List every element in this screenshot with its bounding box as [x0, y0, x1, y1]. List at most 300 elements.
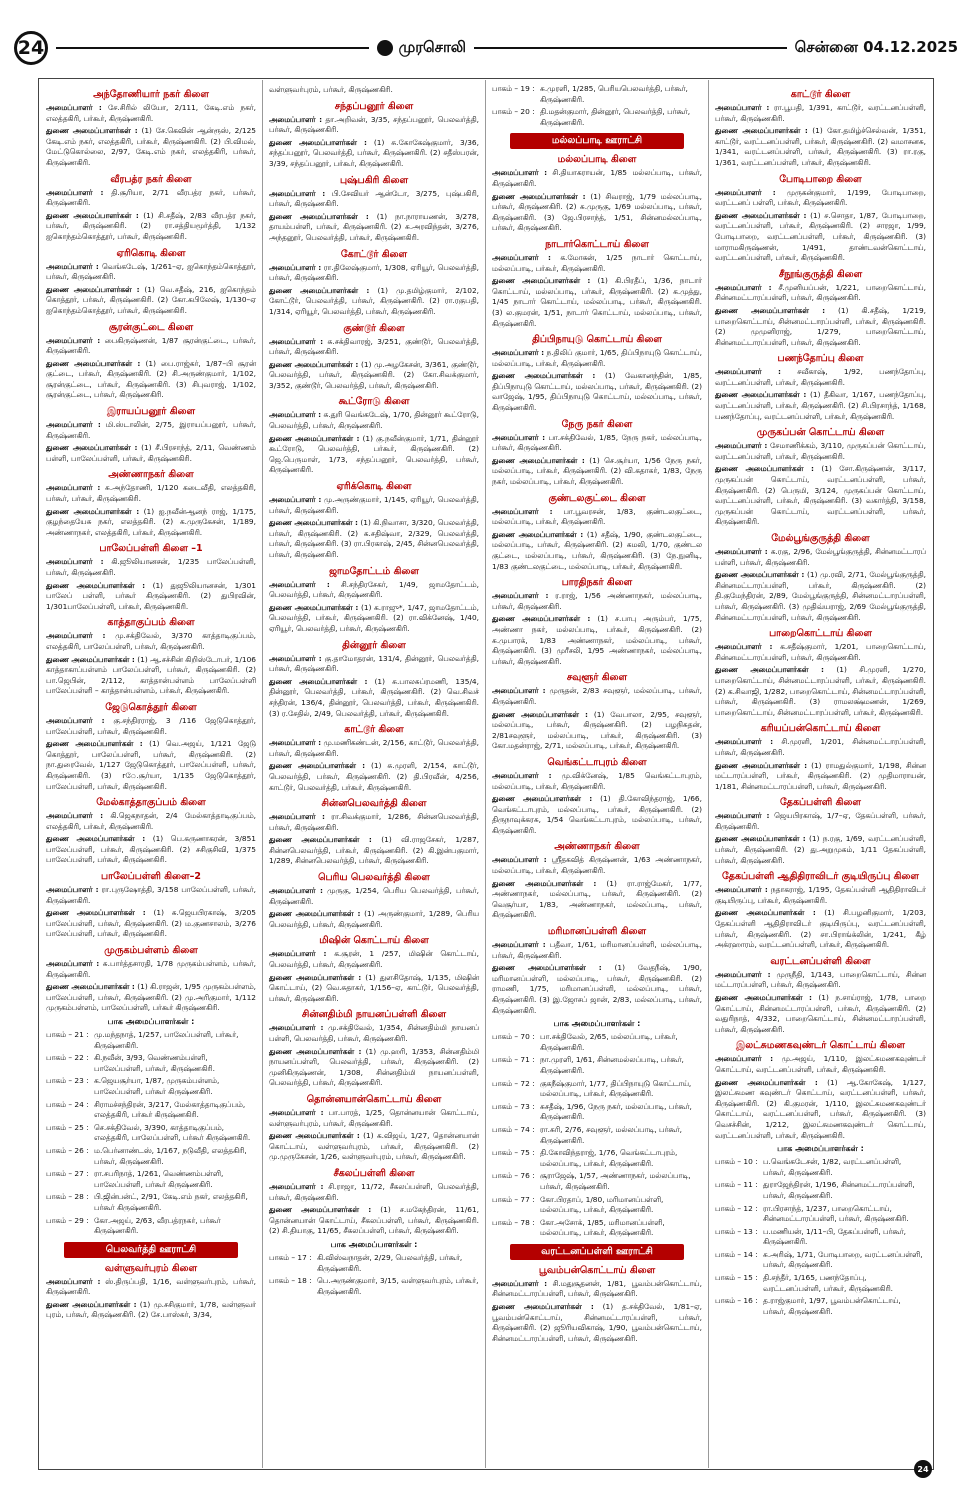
role-label: துணை அமைப்பாளர்கள் :: [46, 358, 141, 368]
branch-heading: நாடார்கொட்டாய் கிளை: [545, 238, 649, 250]
booth-row: [46, 1053, 256, 1074]
branch-heading: திப்பிநாயுடு கொட்டாய் கிளை: [532, 334, 662, 346]
entry-line: [269, 738, 479, 759]
entry-text: சி.மதுசூதனன், 1/81, பூவம்பன்கொட்டாய், சின்னமட்டாரப்பள்ளி, பர்கூர், கிருஷ்ணகிரி.: [492, 1278, 702, 1299]
entry-line: [46, 655, 256, 697]
page-number-badge: 24: [14, 31, 48, 65]
entry-text: கு.தாமோதரன், 131/4, தின்னூர், பெலவர்த்தி, பர்கூர், கிருஷ்ணகிரி.: [269, 653, 480, 674]
entry-line: [715, 188, 926, 209]
booth-number: பாகம் – 13 :: [715, 1226, 758, 1236]
branch-heading: சூரன்குட்டை கிளை: [108, 321, 194, 333]
booth-row: [492, 1195, 702, 1216]
role-label: அமைப்பாளர் :: [46, 959, 100, 969]
entry-line: [46, 716, 256, 737]
branch-heading: சீநூங்குருத்தி கிளை: [778, 268, 863, 280]
entry-line: [269, 1205, 479, 1237]
role-label: துணை அமைப்பாளர்கள் :: [492, 963, 602, 973]
booth-number: பாகம் – 28 :: [46, 1192, 89, 1202]
role-label: அமைப்பாளர் :: [715, 103, 770, 112]
booth-number: பாகம் – 22 :: [46, 1053, 89, 1063]
branch-heading: பாலேப்பள்ளி கிளை –1: [99, 543, 203, 555]
booth-number: பாகம் – 10 :: [715, 1157, 758, 1167]
branch-heading: கூட்ரோடு கிளை: [338, 396, 410, 408]
booth-row: [492, 1079, 702, 1100]
role-label: துணை அமைப்பாளர்கள் :: [269, 1205, 372, 1215]
entry-line: [269, 580, 479, 601]
booth-organiser: மு.மந்தநாத், 1/257, பாலேப்பள்ளி, பர்கூர், கிருஷ்ணகிரி.: [94, 1030, 239, 1050]
booth-organiser: சுசதீஷ், 1/96, நேரு நகர், மல்லப்பாடி, பர்கூர், கிருஷ்ணகிரி.: [540, 1101, 692, 1122]
role-label: அமைப்பாளர் :: [46, 811, 104, 821]
role-label: அமைப்பாளர் :: [269, 188, 326, 198]
booth-organiser: பி.ஜின்பன்ட், 2/91, கேடி.எம் நகர், எலத்தகிரி, பர்கூர் கிருஷ்ணகிரி.: [94, 1192, 248, 1212]
booth-row: [492, 1125, 702, 1146]
entry-line: [492, 771, 702, 792]
panchayat-banner: வரட்டனப்பள்ளி ஊராட்சி: [510, 1244, 684, 1260]
entry-text: சு.சக்திவாரஜ், 3/251, குண்டூர், பெலவர்த்தி, பர்கூர், கிருஷ்ணகிரி.: [269, 336, 479, 357]
entry-line: [269, 949, 479, 970]
entry-line: [715, 547, 926, 568]
branch-heading: சவுளூர் கிளை: [566, 672, 628, 684]
role-label: அமைப்பாளர் :: [715, 885, 768, 895]
entry-line: [492, 371, 702, 413]
booth-organiser: நா.முரளி, 1/61, சின்னமல்லப்பாடி, பர்கூர், கிருஷ்ணகிரி.: [540, 1055, 684, 1075]
entry-line: [492, 963, 702, 1016]
booth-row: [492, 84, 702, 105]
entry-text: சி.முரளி, 1/201, சின்னமட்டாரப்பள்ளி, பர்கூர், கிருஷ்ணகிரி.: [715, 737, 926, 757]
entry-line: [269, 263, 479, 284]
brand-name: முரசொலி: [398, 38, 467, 56]
entry-line: [492, 686, 702, 707]
entry-text: மு.விக்னேஷ், 1/85 வெங்கட்டாபுரம், மல்லப்பாடி, பர்கூர், கிருஷ்ணகிரி.: [492, 770, 702, 791]
role-label: அமைப்பாளர் :: [46, 715, 105, 725]
entry-text: (1) சி.பழனிகுமார், 1/203, தேகப்பள்ளி ஆதிதிராவிடர் குடியிருப்பு, வரட்டனப்பள்ளி, பர்கூர், கிருஷ்ணகிரி. (2) சா.பிராங்க்லின், 1/241, கீழ் அக்ரஹாரம், வரட்டனப்பள்ளி, பர்கூர், கிருஷ்ணகிரி.: [715, 908, 926, 950]
entry-line: [715, 103, 926, 124]
booth-number: பாகம் – 70 :: [492, 1032, 535, 1042]
entry-text: பைகிருஷ்ணன், 1/87 சூரன்குட்டை, பர்கூர், கிருஷ்ணகிரி.: [46, 335, 256, 356]
role-label: துணை அமைப்பாளர்கள் :: [269, 518, 358, 528]
entry-text: (1) சு.பாலசுப்ரமணி, 135/4, தின்னூர், பெலவர்த்தி, பர்கூர், கிருஷ்ணகிரி. (2) வெ.சிவச் சந்திரன், 136/4, தின்னூர், பெலவர்த்தி, பர்கூர், கிருஷ்ணகிரி. (3) ர.சேதில், 2/49, பெலவர்த்தி, பர்கூர், கிருஷ்ணகிரி.: [269, 676, 479, 718]
role-label: துணை அமைப்பாளர்கள் :: [492, 455, 585, 465]
entry-line: [46, 285, 256, 317]
role-label: துணை அமைப்பாளர்கள் :: [492, 191, 586, 201]
role-label: துணை அமைப்பாளர்கள் :: [46, 580, 146, 590]
entry-line: [715, 970, 926, 991]
entry-text: சேமாணிக்கம், 3/110, முருகப்பன் கொட்டாய், வரட்டனப்பள்ளி, பர்கூர், கிருஷ்ணகிரி.: [715, 441, 926, 461]
entry-text: (1) ச.மகேந்திரன், 11/61, தொன்னயான் கொட்டாய், சீகலப்பள்ளி, பர்கூர், கிருஷ்ணகிரி. (2) சி.தியாகு, 11/65, சீகலப்பள்ளி, பர்கூர், கிருஷ்ணகிரி.: [269, 1205, 479, 1236]
booth-organiser: சிராமச்சந்திரன், 3/217, மேல்காத்தாடிகுப்பம், எலத்தகிரி, பர்கூர் கிருஷ்ணகிரி.: [94, 1099, 246, 1120]
entry-line: [492, 530, 702, 572]
role-label: அமைப்பாளர் :: [46, 335, 101, 345]
booth-organisers-heading: பாக அமைப்பாளர்கள் :: [330, 1239, 418, 1249]
entry-text: ந.திலிப் குமார், 1/65, திப்பிநாயுடு கொட்டாய், மல்லப்பாடி, பர்கூர், கிருஷ்ணகிரி.: [492, 348, 702, 368]
booth-row: [492, 1032, 702, 1053]
column-4: [709, 80, 932, 1468]
entry-text: முருதன், 2/83 சவுளூர், மல்லப்பாடி, பர்கூர், கிருஷ்ணகிரி.: [492, 686, 702, 706]
branch-heading: மேல்பூங்குருத்தி கிளை: [771, 533, 870, 544]
entry-text: (1) சோ.கிருஷ்ணன், 3/117, முருகப்பன் கொட்டாய், வரட்டனப்பள்ளி, பர்கூர், கிருஷ்ணகிரி. (2) பெருமி, 3/124, முருகப்பன் கொட்டாய், வரட்டனப்பள்ளி, பர்கூர், கிருஷ்ணகிரி. (3) வகார்த்தி, 3/158, முருகப்பன் கொட்டாய், வரட்டனப்பள்ளி, பர்கூர், கிருஷ்ணகிரி.: [715, 464, 926, 527]
branch-heading: காத்தாகுப்பம் கிளை: [107, 617, 195, 629]
entry-line: [46, 959, 256, 980]
branch-heading: மேல்காத்தாகுப்பம் கிளை: [96, 797, 206, 809]
booth-number: பாகம் – 77 :: [492, 1194, 535, 1204]
booth-organiser: சு.அரிஷ், 1/71, போடிபாறை, வரட்டனப்பள்ளி, பர்கூர், கிருஷ்ணகிரி.: [763, 1249, 923, 1270]
booth-organiser: சூராஜேஷ், 1/57, அண்ணாநகர், மல்லப்பாடி, பர்கூர், கிருஷ்ணகிரி.: [540, 1171, 691, 1191]
entry-text: க.சதீஷ்குமார், 1/201, பாறைகொட்டாய், சின்னமட்டாரப்பள்ளி, பர்கூர், கிருஷ்ணகிரி.: [715, 642, 926, 662]
entry-text: (1) ச.சொதா, 1/87, போடிபாறை, வரட்டனப்பள்ளி, பர்கூர், கிருஷ்ணகிரி. (2) சாரஜா, 1/99, போடிபாறை, வரட்டனப்பள்ளி, பர்கூர், கிருஷ்ணகிரி. (3) மாராமகிருஷ்ணன், 1/491, தாண்டவன்கொட்டாய், வரட்டனப்பள்ளி, பர்கூர், கிருஷ்ணகிரி.: [715, 210, 926, 263]
role-label: துணை அமைப்பாளர்கள் :: [46, 210, 139, 220]
role-label: அமைப்பாளர் :: [46, 261, 99, 271]
entry-text: (1) கி.நிவாசா, 3/320, பெலவர்த்தி, பர்கூர், கிருஷ்ணகிரி. (2) க.சதிஷ்வா, 2/329, பெலவர்த்தி, பர்கூர், கிருஷ்ணகிரி. (3) ரா.பிரகாஷ், 2/45, சின்னபெலவர்த்தி, பர்கூர், கிருஷ்ணகிரி.: [269, 518, 479, 559]
role-label: அமைப்பாளர் :: [715, 282, 772, 292]
entry-text: (1) பை.ராஜ்கர், 1/87–பி சூரன் குட்டை, பர்கூர், கிருஷ்ணகிரி. (2) சி.அருண்குமார், 1/102, சூரன்குட்டை, பர்கூர், கிருஷ்ணகிரி. (3) சிபுவராஜ், 1/102, சூரன்குட்டை, பர்கூர், கிருஷ்ணகிரி.: [46, 358, 256, 400]
role-label: அமைப்பாளர் :: [46, 187, 104, 197]
role-label: அமைப்பாளர் :: [715, 811, 770, 821]
entry-line: [715, 367, 926, 388]
branch-heading: பெரிய பெலவர்த்தி கிளை: [318, 872, 430, 884]
booth-row: [46, 1030, 256, 1051]
role-label: அமைப்பாளர் :: [715, 969, 771, 979]
entry-text: ரா.புருஷோத்தி, 3/158 பாலேப்பள்ளி, பர்கூர், கிருஷ்ணகிரி.: [46, 885, 256, 905]
entry-line: [492, 614, 702, 667]
entry-line: [46, 126, 256, 168]
booth-number: பாகம் – 78 :: [492, 1217, 535, 1227]
booth-organiser: சு.முரளி, 1/285, பெரியபெலவர்த்தி, பர்கூர், கிருஷ்ணகிரி.: [540, 84, 688, 104]
role-label: அமைப்பாளர் :: [492, 591, 549, 601]
branch-heading: ஏரிகொடி கிளை: [116, 247, 186, 259]
branch-heading: ஜேடுகொத்தூர் கிளை: [105, 701, 197, 713]
entry-line: [269, 1023, 479, 1044]
role-label: அமைப்பாளர் :: [46, 483, 101, 493]
role-label: துணை அமைப்பாளர்கள் :: [269, 909, 361, 919]
role-label: துணை அமைப்பாளர்கள் :: [269, 835, 372, 845]
entry-line: [715, 283, 926, 304]
entry-line: [269, 495, 479, 516]
entry-text: சு.அந்தோணி, 1/120 கடைவீதி, எலத்தகிரி, பர்கூர், பர்கூர், கிருஷ்ணகிரி.: [46, 483, 256, 504]
entry-text: க.மோகன், 1/25 நாடார் கொட்டாய், மல்லப்பாடி, பர்கூர், கிருஷ்ணகிரி.: [492, 252, 702, 273]
entry-text: தா.அறிவன், 3/35, சந்தப்பனூர், பெலவர்த்தி, பர்கூர், கிருஷ்ணகிரி.: [269, 114, 479, 135]
booth-number: பாகம் – 14 :: [715, 1249, 758, 1259]
role-label: அமைப்பாளர் :: [46, 420, 101, 430]
entry-text: ஸ்ரீதகவித் கிருஷ்ணன், 1/63 அண்ணாநகர், மல்லப்பாடி, பர்கூர், கிருஷ்ணகிரி.: [492, 855, 702, 876]
role-label: அமைப்பாளர் :: [492, 348, 545, 358]
entry-text: (1) வெ.அஜய், 1/121 ஜேடு கொத்தூர், பாலேப்பள்ளி, பர்கூர், கிருஷ்ணகிரி. (2) நா.துரைவேல், 1/127 ஜேடுகொத்தூர், பாலேப்பள்ளி, பர்கூர், கிருஷ்ணகிரி. (3) rே.சூர்யா, 1/135 ஜேடுகொத்தூர், பாலேப்பள்ளி, பர்கூர், கிருஷ்ணகிரி.: [46, 739, 256, 791]
entry-line: [492, 276, 702, 329]
role-label: அமைப்பாளர் :: [269, 949, 327, 959]
entry-text: (1) வேதநீஷ், 1/90, மரிமானப்பள்ளி, மல்லப்பாடி, பர்கூர், கிருஷ்ணகிரி. (2) ராமணி, 1/75, மரிமானப்பள்ளி, மல்லப்பாடி, பர்கூர், கிருஷ்ணகிரி. (3) இ.ஜோசப் ஜான், 2/83, மல்லப்பாடி, பர்கூர், கிருஷ்ணகிரி.: [492, 963, 702, 1015]
entry-text: மு.சக்திவேல், 3/370 காத்தாடிகுப்பம், எலத்தகிரி, பாலேப்பள்ளி, பர்கூர், கிருஷ்ணகிரி.: [46, 631, 257, 651]
branch-heading: பாறைகொட்டாய் கிளை: [769, 628, 872, 640]
entry-text: பா.பாரத், 1/25, தொன்னயான் கொட்டாய், வள்ளுவர்புரம், பர்கூர், கிருஷ்ணகிரி.: [269, 1107, 479, 1128]
role-label: அமைப்பாளர் :: [46, 1276, 101, 1286]
entry-line: [715, 811, 926, 832]
entry-text: (1) ஆ.சச்சின் கிறிஸ்டோபர், 1/106 காத்தாகாப்பள்ளம் பாலேப்பள்ளி, பர்கூர், கிருஷ்ணகிரி. (2) பா.ஜெபின், 2/112, காத்தான்பள்ளம் பாலேப்பள்ளி பாலேப்பள்ளி – காத்தான்பள்ளம், பர்கூர், கிருஷ்ணகிரி.: [46, 654, 256, 696]
entry-text: (1) ராமதுல்குமார், 1/198, சின்ன மட்டாரப்பள்ளி, பர்கூர், கிருஷ்ணகிரி. (2) முதிமாராயன், 1/181, சின்னமட்டாரப்பள்ளி, பர்கூர், கிருஷ்ணகிரி.: [715, 760, 926, 791]
masthead-rule: [474, 47, 787, 49]
role-label: துணை அமைப்பாளர்கள் :: [269, 285, 370, 295]
role-label: அமைப்பாளர் :: [269, 495, 322, 505]
entry-text: கு.சந்திரராஜ், 3 /116 ஜேடுகொத்தூர், பாலேப்பள்ளி, பர்கூர், கிருஷ்ணகிரி.: [46, 715, 256, 736]
entry-text: கி.ஜூலியானசன், 1/235 பாலேப்பள்ளி, பர்கூர், கிருஷ்ணகிரி.: [46, 557, 256, 577]
entry-text: (1) சி.சதீஷ், 2/83 வீரபத்ர நகர், பர்கூர், கிருஷ்ணகிரி. (2) ரா.சத்தியமூர்த்தி, 1/132 ஐகொந்தம்கொத்தூர், பர்கூர், கிருஷ்ணகிரி.: [46, 210, 256, 241]
entry-text: (1) தீகிவா, 1/167, பணந்தோப்பு, வரட்டனப்பள்ளி, பர்கூர், கிருஷ்ணகிரி. (2) சி.பிரசாந்த், 1/168, பணந்தோப்பு, வரட்டனப்பள்ளி, பர்கூர், கிருஷ்ணகிரி.: [715, 390, 926, 421]
entry-line: [715, 908, 926, 950]
booth-organiser: தி.மதன்குமார், தின்னூர், பெலவர்த்தி, பர்கூர், கிருஷ்ணகிரி.: [540, 107, 691, 127]
role-label: துணை அமைப்பாளர்கள் :: [46, 739, 143, 749]
entry-line: [46, 359, 256, 401]
entry-text: நதாகராஜ், 1/195, தேகப்பள்ளி ஆதிதிராவிடர் குடியிருப்பு, பர்கூர், கிருஷ்ணகிரி.: [715, 885, 926, 905]
branch-heading: பாலேப்பள்ளி கிளை–2: [101, 871, 201, 883]
booth-number: பாகம் – 26 :: [46, 1145, 89, 1155]
booth-number: பாகம் – 17 :: [269, 1252, 312, 1262]
role-label: துணை அமைப்பாளர்கள் :: [46, 834, 146, 844]
entry-line: [269, 886, 479, 907]
booth-organiser: துராஜேந்திரன், 1/196, சின்னமட்டாரப்பள்ளி, பர்கூர், கிருஷ்ணகிரி.: [763, 1180, 915, 1200]
role-label: துணை அமைப்பாளர்கள் :: [269, 1046, 362, 1056]
branch-heading: பணந்தோப்பு கிளை: [777, 353, 864, 365]
entry-line: [492, 192, 702, 234]
entry-text: முருகு, 1/254, பெரிய பெலவர்த்தி, பர்கூர், கிருஷ்ணகிரி.: [269, 886, 479, 906]
masthead-rule: [56, 47, 369, 49]
entry-text: (1) ச.பாபு அரும்பர், 1/75, அண்ணா நகர், மல்லப்பாடி, பர்கூர், கிருஷ்ணகிரி. (2) சு.முபாரக், 1/83 அண்ணாநகர், மல்லப்பாடி, பர்கூர், கிருஷ்ணகிரி. (3) முரீசலி, 1/95 அண்ணாநகர், மல்லப்பாடி, பர்கூர், கிருஷ்ணகிரி.: [492, 614, 702, 666]
role-label: துணை அமைப்பாளர்கள் :: [492, 794, 593, 804]
entry-line: [715, 390, 926, 422]
entry-line: [492, 940, 702, 961]
entry-text: (1) ஆ.கோகேஷ், 1/127, இலட்சுமண கவுண்டர் கொட்டாய், வரட்டனப்பள்ளி, பர்கூர், கிருஷ்ணகிரி. (2) கி.குமரன், 1/110, இலட்சுமணகவுண்டர் கொட்டாய், வரட்டனப்பள்ளி, பர்கூர், கிருஷ்ணகிரி. (3) வெசச்சின், 1/212, இலட்சுமணகவுண்டர் கொட்டாய், வரட்டனப்பள்ளி, பர்கூர், கிருஷ்ணகிரி.: [715, 1077, 926, 1140]
booth-row: [46, 1076, 256, 1097]
booth-number: பாகம் – 20 :: [492, 107, 535, 117]
role-label: துணை அமைப்பாளர்கள் :: [46, 506, 140, 516]
entry-line: [492, 433, 702, 454]
entry-text: (1) சு.கோகேஷ்குமார், 3/36, சந்தப்பனூர், பெலவர்த்தி, பர்கூர், கிருஷ்ணகிரி. (2) சதீஸ்பரன், 3/39, சந்தப்பனூர், பர்கூர், கிருஷ்ணகிரி.: [269, 137, 479, 168]
entry-line: [492, 253, 702, 274]
branch-heading: சந்தப்பனூர் கிளை: [334, 100, 414, 112]
entry-line: [715, 1054, 926, 1075]
role-label: அமைப்பாளர் :: [492, 686, 546, 696]
entry-text: (1) சதீஷ், 1/90, குண்டலகுட்டை, மல்லப்பாடி, பர்கூர், கிருஷ்ணகிரி. (2) கமலி, 1/70, குண்டல குட்டை, மல்லப்பாடி, பர்கூர், கிருஷ்ணகிரி. (3) நே.நுனிடி, 1/83 குண்டலகுட்டை, மல்லப்பாடி, பர்கூர், கிருஷ்ணகிரி.: [492, 529, 702, 571]
entry-text: சு.துரி வெங்கடேஷ், 1/70, தின்னூர் கூட்ரோடு, பெலவர்த்தி, பர்கூர், கிருஷ்ணகிரி.: [269, 410, 479, 431]
role-label: துணை அமைப்பாளர்கள் :: [715, 993, 812, 1002]
entry-text: (1) மு.சசிகுமார், 1/78, வள்ளுவர் புரம், பர்கூர், கிருஷ்ணகிரி. (2) சே.பாஸ்கர், 3/34,: [46, 1299, 256, 1320]
entry-text: (1) கி.ராஜன், 1/95 முருகம்பள்ளம், பாலேப்பள்ளி, பர்கூர், கிருஷ்ணகிரி. (2) மு.அரிகுமார், 1/112 முருகம்பள்ளம், பாலேப்பள்ளி, பர்கூர் கிருஷ்ணகிரி.: [46, 982, 256, 1013]
entry-text: மு.சக்திவேல், 1/354, சின்னதிம்மி நாயனப் பள்ளி, பெலவர்த்தி, பர்கூர், கிருஷ்ணகிரி.: [269, 1023, 480, 1043]
entry-line: [46, 581, 256, 613]
role-label: அமைப்பாளர் :: [492, 432, 546, 442]
branch-heading: போடிபாறை கிளை: [779, 173, 862, 185]
booth-row: [715, 1250, 926, 1271]
branch-heading: சின்னபெலவர்த்தி கிளை: [321, 798, 427, 810]
booth-organiser: பா.சக்திவேல், 2/65, மல்லப்பாடி, பர்கூர், கிருஷ்ணகிரி.: [540, 1032, 678, 1052]
entry-line: [269, 761, 479, 793]
booth-number: பாகம் – 76 :: [492, 1171, 535, 1181]
entry-line: [715, 885, 926, 906]
booth-organiser: க.ஜெயசூர்யா, 1/87, முருகம்பள்ளம், பாலேப்பள்ளி, பர்கூர் கிருஷ்ணகிரி.: [94, 1076, 220, 1096]
branch-heading: கரியப்பன்கொட்டாய் கிளை: [760, 723, 881, 735]
booth-row: [492, 1055, 702, 1076]
role-label: துணை அமைப்பாளர்கள் :: [46, 284, 140, 294]
entry-text: (1) மு.தமிழ்குமார், 2/102, கோட்டூர், பெலவர்த்தி, பர்கூர், கிருஷ்ணகிரி. (2) ரா.ரகுபதி, 1/314, ஏரியூர், பெலவர்த்தி, பர்கூர், கிருஷ்ணகிரி.: [269, 285, 479, 316]
entry-text: (1) துஜூலியானசன், 1/301 பாலேப் பள்ளி, பர்கூர் கிருஷ்ணகிரி. (2) துபிரவின், 1/301பாலேப்பள்ளி, பர்கூர், கிருஷ்ணகிரி.: [46, 580, 256, 611]
booth-row: [492, 107, 702, 128]
role-label: துணை அமைப்பாளர்கள் :: [46, 982, 135, 992]
booth-row: [46, 1100, 256, 1121]
booth-organiser: ப.வெங்கடேசன், 1/82, வரட்டனப்பள்ளி, பர்கூர், கிருஷ்ணகிரி.: [763, 1157, 902, 1177]
booth-row: [492, 1171, 702, 1192]
entry-text: (1) வி.ராஜசேகர், 1/287, சின்னபெலவர்த்தி, பர்கூர், கிருஷ்ணகிரி. (2) கி.இன்பகுமார், 1/289, சின்னபெலவர்த்தி, பர்கூர், கிருஷ்ணகிரி.: [269, 835, 479, 866]
booth-number: பாகம் – 15 :: [715, 1273, 758, 1283]
entry-text: (1) கி.சதீஷ், 1/219, பாறைகொட்டாய், சின்னமட்டாரப்பள்ளி, பர்கூர், கிருஷ்ணகிரி. (2) முமுனிராஜ், 1/279, பாறைகொட்டாய், சின்னமட்டாரப்பள்ளி, பர்கூர், கிருஷ்ணகிரி.: [715, 305, 926, 347]
booth-organiser: ம.பெர்னாண்டஸ், 1/167, நடுவீதி, எலத்தகிரி, பர்கூர், கிருஷ்ணகிரி.: [94, 1145, 247, 1166]
branch-heading: அந்தோணியார் நகர் கிளை: [93, 89, 209, 100]
entry-line: [715, 737, 926, 758]
entry-line: [492, 1279, 702, 1300]
role-label: அமைப்பாளர் :: [269, 1107, 324, 1117]
booth-row: [715, 1296, 926, 1317]
booth-number: பாகம் – 75 :: [492, 1148, 535, 1158]
booth-organiser: தி.சந்தீர், 1/165, பணந்தோப்பு, வரட்டனப்பள்ளி, பர்கூர், கிருஷ்ணகிரி.: [763, 1273, 893, 1293]
role-label: துணை அமைப்பாளர்கள் :: [715, 464, 814, 474]
brand: [377, 38, 467, 58]
branch-heading: மிஷின் கொட்டாய் கிளை: [319, 935, 429, 947]
entry-line: [269, 812, 479, 833]
booth-number: பாகம் – 12 :: [715, 1203, 758, 1213]
entry-text: (1) சீ.பிரசாந்த், 2/11, வெண்ணம் பள்ளி, பாலேப்பள்ளி, பர்கூர், கிருஷ்ணகிரி.: [46, 443, 256, 463]
role-label: அமைப்பாளர் :: [269, 1023, 324, 1033]
entry-line: [46, 557, 256, 578]
booth-organiser: ரா.பிரசாந்த், 1/237, பாறைகொட்டாய், சின்னமட்டாரப்பள்ளி, பர்கூர், கிருஷ்ணகிரி.: [763, 1203, 909, 1224]
content-columns: [40, 80, 932, 1468]
entry-text: க.சூரன், 1 /257, மிஷின் கொட்டாய், பெலவர்த்தி, பர்கூர், கிருஷ்ணகிரி.: [269, 949, 479, 970]
branch-heading: புஷ்பகிரி கிளை: [339, 174, 409, 186]
entry-line: [269, 677, 479, 719]
booth-organiser: கோ.அசோக், 1/85, மரிமானப்பள்ளி, மல்லப்பாடி, பர்கூர், கிருஷ்ணகிரி.: [540, 1217, 665, 1238]
booth-organiser: கோ.பிரதாப், 1/80, மரிமானப்பள்ளி, மல்லப்பாடி, பர்கூர், கிருஷ்ணகிரி.: [540, 1194, 664, 1215]
role-label: அமைப்பாளர் :: [269, 886, 323, 896]
branch-heading: ஏரிக்கொடி கிளை: [336, 481, 412, 493]
branch-heading: காட்டூர் கிளை: [344, 724, 404, 736]
booth-row: [715, 1180, 926, 1201]
entry-line: [46, 834, 256, 866]
booth-number: பாகம் – 21 :: [46, 1030, 89, 1039]
entry-line: [46, 982, 256, 1014]
role-label: அமைப்பாளர் :: [492, 168, 548, 178]
entry-line: [269, 1131, 479, 1163]
branch-heading: முருகம்பள்ளம் கிளை: [104, 945, 198, 957]
entry-line: [46, 739, 256, 792]
entry-line: [715, 993, 926, 1035]
entry-line: [269, 654, 479, 675]
city-date: சென்னை 04.12.2025: [794, 38, 959, 56]
role-label: துணை அமைப்பாளர்கள் :: [715, 665, 824, 675]
entry-line: [492, 1302, 702, 1344]
role-label: துணை அமைப்பாளர்கள் :: [715, 1077, 818, 1087]
entry-text: (1) ந.சாய்ராஜ், 1/78, பாறை கொட்டாய், சின்னமட்டாரப்பள்ளி, பர்கூர், கிருஷ்ணகிரி. (2) வதுரிநாத், 4/332, பாறைகொட்டாய், சின்னமட்டாரப்பள்ளி, பர்கூர், கிருஷ்ணகிரி.: [715, 993, 927, 1034]
entry-text: ரா.பூபதி, 1/391, காட்டூர், வரட்டனப்பள்ளி, பர்கூர், கிருஷ்ணகிரி.: [715, 103, 926, 123]
entry-line: [46, 483, 256, 504]
entry-text: வெங்கடேஷ், 1/261–ஏ, ஐகொந்தம்கொத்தூர், பர்கூர், கிருஷ்ணகிரி.: [46, 261, 256, 282]
entry-line: [269, 518, 479, 560]
role-label: துணை அமைப்பாளர்கள் :: [46, 1299, 137, 1309]
entry-line: [715, 570, 926, 623]
entry-text: (1) ந.ரகு, 1/69, வரட்டனப்பள்ளி, பர்கூர், கிருஷ்ணகிரி. (2) து.அறுமுகம், 1/11 தேகப்பள்ளி, பர்கூர், கிருஷ்ணகிரி.: [715, 834, 926, 865]
branch-heading: ஜாமதோட்டம் கிளை: [329, 565, 419, 577]
entry-text: (1) வெ.சதீஷ், 216, ஐகொந்தம் கொத்தூர், பர்கூர், கிருஷ்ணகிரி. (2) கோ.கபிலேஷ், 1/130–ஏ ஐகொந்தம்கொத்தூர், பர்கூர், கிருஷ்ணகிரி.: [46, 284, 257, 315]
role-label: அமைப்பாளர் :: [492, 855, 547, 865]
booth-number: பாகம் – 29 :: [46, 1215, 89, 1225]
role-label: அமைப்பாளர் :: [492, 252, 552, 262]
booth-organisers-heading: பாக அமைப்பாளர்கள் :: [553, 1019, 641, 1029]
branch-heading: இலட்சுமணகவுண்டர் கொட்டாய் கிளை: [735, 1040, 906, 1052]
role-label: அமைப்பாளர் :: [715, 1054, 774, 1064]
entry-line: [46, 908, 256, 940]
entry-line: [269, 973, 479, 1005]
entry-text: (1) நா.நாராயணன், 3/278, தாயம்பள்ளி, பர்கூர், கிருஷ்ணகிரி. (2) சு.அரவிந்தன், 3/276, அந்தனூர், பெலவர்த்தி, பர்கூர், கிருஷ்ணகிரி.: [269, 211, 479, 242]
role-label: துணை அமைப்பாளர்கள் :: [269, 761, 366, 771]
entry-line: [46, 1277, 256, 1298]
branch-heading: கோட்டூர் கிளை: [340, 248, 408, 260]
branch-heading: பூவம்பன்கொட்டாய் கிளை: [538, 1264, 656, 1276]
entry-line: [269, 1182, 479, 1203]
entry-line: [715, 306, 926, 348]
booth-row: [269, 1253, 479, 1274]
role-label: துணை அமைப்பாளர்கள் :: [715, 390, 807, 400]
role-label: அமைப்பாளர் :: [715, 441, 768, 451]
branch-heading: தேகப்பள்ளி ஆதிதிராவிடர் குடியிருப்பு கிளை: [722, 871, 919, 883]
role-label: அமைப்பாளர் :: [715, 367, 781, 377]
role-label: அமைப்பாளர் :: [715, 737, 774, 747]
entry-line: [46, 507, 256, 539]
role-label: துணை அமைப்பாளர்கள் :: [715, 126, 808, 136]
column-1: [40, 80, 263, 1468]
booth-number: பாகம் – 72 :: [492, 1078, 535, 1088]
booth-row: [492, 1218, 702, 1239]
masthead: [14, 30, 958, 66]
entry-text: (1) கு.நவீன்குமார், 1/71, தின்னூர் கூட்ரோடு, பெலவர்த்தி, பர்கூர், கிருஷ்ணகிரி. (2) ஜெ.பெருமாள், 1/73, சந்தப்பனூர், பெலவர்த்தி, பர்கூர், கிருஷ்ணகிரி.: [269, 433, 479, 475]
booth-row: [46, 1216, 256, 1237]
booth-organiser: த.ராஜ்குமார், 1/97, பூவம்பன்கொட்டாய், பர்கூர், கிருஷ்ணகிரி.: [763, 1296, 901, 1316]
role-label: அமைப்பாளர் :: [715, 187, 776, 197]
branch-heading: குண்டலகுட்டை கிளை: [548, 492, 646, 504]
role-label: துணை அமைப்பாளர்கள் :: [715, 570, 805, 580]
entry-line: [46, 103, 256, 124]
role-label: துணை அமைப்பாளர்கள் :: [492, 709, 588, 719]
entry-line: [715, 1078, 926, 1142]
role-label: துணை அமைப்பாளர்கள் :: [492, 878, 597, 888]
role-label: துணை அமைப்பாளர்கள் :: [269, 359, 359, 369]
entry-line: [46, 420, 256, 441]
role-label: துணை அமைப்பாளர்கள் :: [46, 443, 138, 453]
booth-number: பாகம் – 19 :: [492, 84, 535, 93]
entry-line: [46, 336, 256, 357]
entry-text: (1) கோ.தமிழ்ச்செல்வன், 1/351, காட்டூர், வரட்டனப்பள்ளி, பர்கூர், கிருஷ்ணகிரி. (2) வமாசனசு, 1/341, வரட்டனப்பள்ளி, பர்கூர், கிருஷ்ணகிரி. (3) ரா.ரகு, 1/361, வரட்டனப்பள்ளி, பர்கூர், கிருஷ்ணகிரி.: [715, 126, 926, 167]
footer-page-number: 24: [914, 1460, 932, 1478]
entry-text: (1) த.சக்திவேல், 1/81–ஏ, பூவம்பன்கொட்டாய், சின்னமட்டாரப்பள்ளி, பர்கூர், கிருஷ்ணகிரி. (2) ஜூரியவிகாஷ், 1/90, பூவம்பன்கொட்டாய், சின்னமட்டாரப்பள்ளி, பர்கூர், கிருஷ்ணகிரி.: [492, 1302, 702, 1343]
branch-heading: மல்லப்பாடி கிளை: [557, 154, 637, 166]
branch-heading: வள்ளுவர்புரம் கிளை: [104, 1262, 198, 1274]
branch-heading: சீகலப்பள்ளி கிளை: [333, 1167, 415, 1179]
entry-line: [269, 835, 479, 867]
entry-text: (1) மு.அழகேசன், 3/361, குண்டூர், பெலவர்த்தி, பர்கூர், கிருஷ்ணகிரி. (2) கோ.சிவக்குமார், 3/352, குண்டூர், பெலவர்த்தி, பர்கூர், கிருஷ்ணகிரி.: [269, 359, 479, 390]
entry-text: (1) சு.ஜெயபிரகாஷ், 3/205 பாலேப்பள்ளி, பர்கூர், கிருஷ்ணகிரி. (2) ம.குணசாலம், 3/276 பாலேப்பள்ளி, பர்கூர், கிருஷ்ணகிரி.: [46, 908, 256, 939]
entry-text: (1) ஐ.நவீன்ஆனந் ராஜ், 1/175, குழந்தையேசு நகர், எலத்தகிரி. (2) க.முருகேசன், 1/189, அண்ணாநகர், எலத்தகிரி, பர்கூர், கிருஷ்ணகிரி.: [46, 506, 256, 537]
entry-text: (1) சு.முரளி, 2/154, காட்டூர், பெலவர்த்தி, பர்கூர், கிருஷ்ணகிரி. (2) தி.பிரவீன், 4/256, காட்டூர், பெலவர்த்தி, பர்கூர், கிருஷ்ணகிரி.: [269, 761, 479, 792]
panchayat-banner: பெலவர்த்தி ஊராட்சி: [64, 1242, 238, 1258]
role-label: அமைப்பாளர் :: [715, 642, 773, 652]
role-label: துணை அமைப்பாளர்கள் :: [492, 1302, 594, 1312]
booth-organiser: கி.நவீன், 3/93, வெண்ணம்பள்ளி, பாலேப்பள்ளி, பர்கூர், கிருஷ்ணகிரி.: [94, 1053, 215, 1073]
role-label: துணை அமைப்பாளர்கள் :: [715, 305, 826, 315]
entry-line: [269, 1108, 479, 1129]
entry-text: மி.ஸ்டாலின், 2/75, இராயப்பனூர், பர்கூர், கிருஷ்ணகிரி.: [46, 420, 256, 440]
